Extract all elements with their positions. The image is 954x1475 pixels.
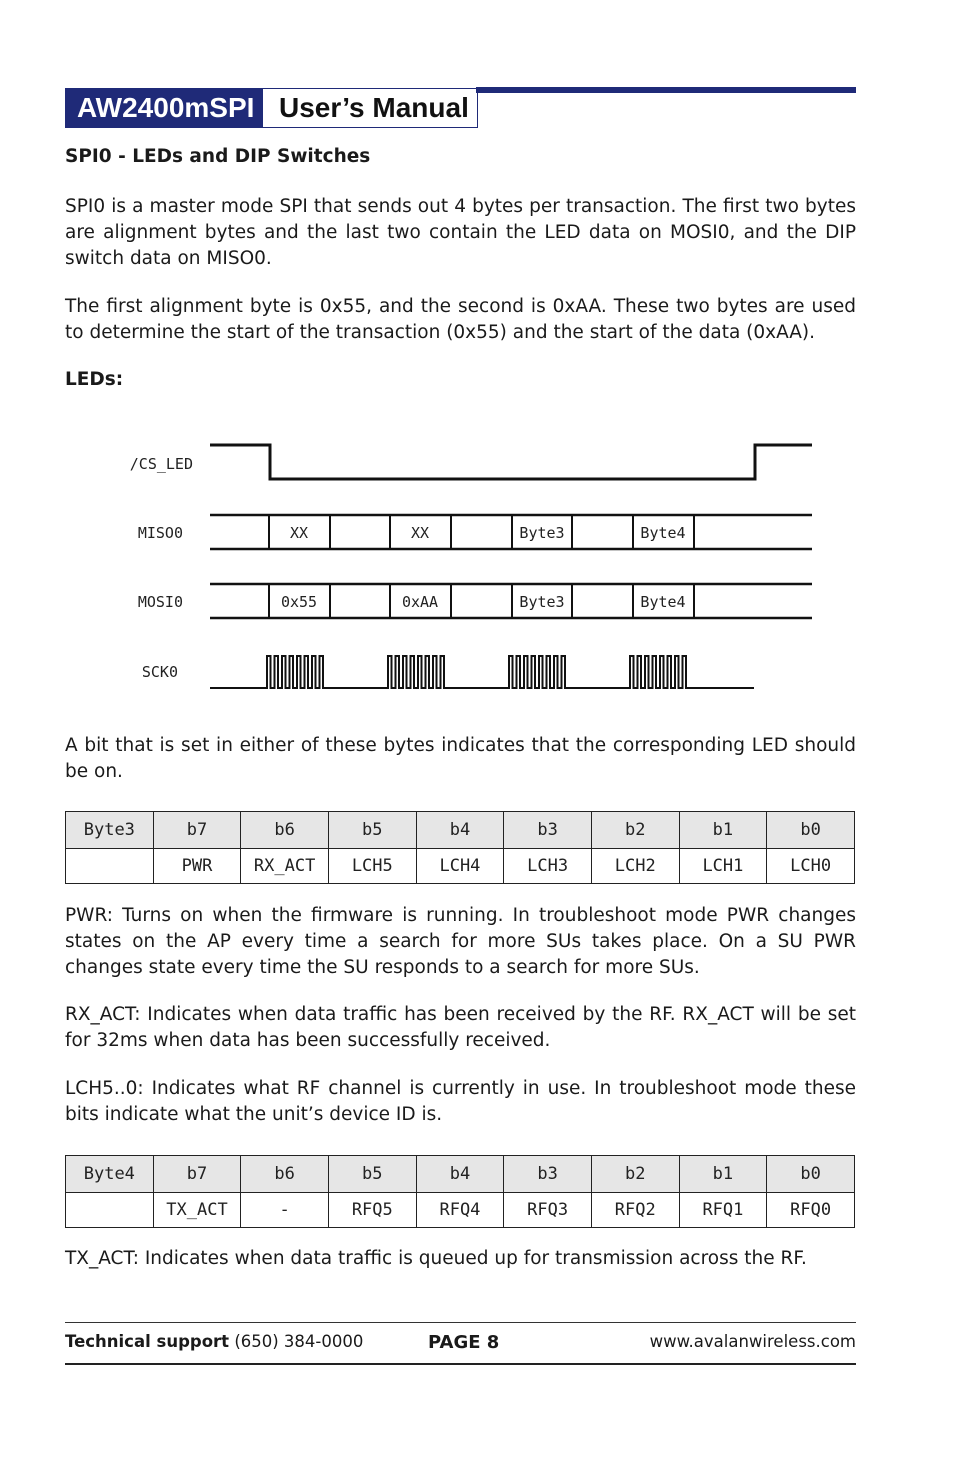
miso-field-3: Byte3 (519, 524, 565, 542)
table-cell: b5 (328, 1156, 416, 1193)
pwr-paragraph: PWR: Turns on when the firmware is running. In troubleshoot mode PWR changes states on the AP every time a search for more SUs takes place. On a SU PWR changes state every time the SU responds to a search for more SUs. (65, 905, 856, 978)
table-cell: b3 (504, 1156, 592, 1193)
signal-label-miso: MISO0 (137, 524, 183, 542)
table-cell: RFQ1 (679, 1193, 767, 1228)
table-cell: Byte4 (66, 1156, 154, 1193)
table-cell: LCH3 (504, 849, 592, 884)
cs-waveform (210, 445, 812, 479)
intro-paragraph: SPI0 is a master mode SPI that sends out 4 bytes per transaction. The first two bytes are alignment bytes and the last two contain the LED data on MOSI0, and the DIP switch data on MISO0. (65, 196, 856, 269)
page-number: PAGE 8 (428, 1332, 500, 1353)
byte3-table (65, 811, 855, 884)
miso-field-2: XX (410, 524, 430, 542)
table-cell: b7 (153, 812, 241, 849)
table-cell: RFQ5 (328, 1193, 416, 1228)
mosi-field-2: 0xAA (401, 593, 439, 611)
lch-paragraph: LCH5..0: Indicates what RF channel is currently in use. In troubleshoot mode these bits indicate what the unit’s device ID is. (65, 1078, 856, 1125)
table-cell: LCH4 (416, 849, 504, 884)
table-cell: LCH2 (591, 849, 679, 884)
mosi-field-4: Byte4 (640, 593, 686, 611)
table-cell: TX_ACT (153, 1193, 241, 1228)
byte4-table (65, 1155, 855, 1228)
mosi-field-3: Byte3 (519, 593, 565, 611)
table-row (66, 849, 855, 884)
table-cell: PWR (153, 849, 241, 884)
table-cell: b7 (153, 1156, 241, 1193)
table-cell: b6 (241, 812, 329, 849)
table-cell: LCH5 (328, 849, 416, 884)
table-cell: b5 (328, 812, 416, 849)
sck-waveform (210, 656, 754, 688)
header-rule (476, 87, 856, 93)
table-cell: b1 (679, 1156, 767, 1193)
table-cell: b6 (241, 1156, 329, 1193)
table-cell: LCH0 (767, 849, 855, 884)
table-cell (66, 849, 154, 884)
table-cell: RFQ3 (504, 1193, 592, 1228)
footer-rule-bottom (65, 1363, 856, 1365)
table-cell: RFQ4 (416, 1193, 504, 1228)
mosi-field-1: 0x55 (280, 593, 318, 611)
table-row (66, 1193, 855, 1228)
alignment-paragraph: The first alignment byte is 0x55, and the second is 0xAA. These two bytes are used to determine the start of the transaction (0x55) and the start of the data (0xAA). (65, 296, 856, 343)
section-title: SPI0 - LEDs and DIP Switches (65, 146, 371, 167)
signal-label-cs: /CS_LED (129, 455, 193, 473)
table-header-row (66, 1156, 855, 1193)
table-header-row (66, 812, 855, 849)
table-cell: b0 (767, 1156, 855, 1193)
timing-diagram (100, 430, 820, 710)
table-cell: RFQ2 (591, 1193, 679, 1228)
support-phone: (650) 384-0000 (234, 1332, 364, 1351)
leds-heading: LEDs: (65, 369, 124, 390)
signal-label-sck: SCK0 (141, 663, 178, 681)
footer-support (65, 1332, 363, 1351)
table-cell: b4 (416, 1156, 504, 1193)
website-link[interactable]: www.avalanwireless.com (649, 1332, 856, 1351)
support-label: Technical support (65, 1332, 230, 1351)
table-cell: Byte3 (66, 812, 154, 849)
bit-set-paragraph: A bit that is set in either of these bytes indicates that the corresponding LED should be on. (65, 735, 856, 782)
table-cell (66, 1193, 154, 1228)
miso-field-4: Byte4 (640, 524, 686, 542)
table-cell: - (241, 1193, 329, 1228)
signal-label-mosi: MOSI0 (137, 593, 183, 611)
rx-act-paragraph: RX_ACT: Indicates when data traffic has been received by the RF. RX_ACT will be set for 32ms when data has been successfully received. (65, 1004, 856, 1051)
tx-act-paragraph: TX_ACT: Indicates when data traffic is queued up for transmission across the RF. (65, 1248, 807, 1269)
footer-rule-top (65, 1322, 856, 1323)
table-cell: LCH1 (679, 849, 767, 884)
manual-title: User’s Manual (263, 88, 478, 128)
table-cell: b3 (504, 812, 592, 849)
table-cell: b1 (679, 812, 767, 849)
product-name: AW2400mSPI (65, 88, 263, 128)
table-cell: RX_ACT (241, 849, 329, 884)
table-cell: b0 (767, 812, 855, 849)
table-cell: b4 (416, 812, 504, 849)
miso-field-1: XX (289, 524, 309, 542)
table-cell: RFQ0 (767, 1193, 855, 1228)
table-cell: b2 (591, 812, 679, 849)
table-cell: b2 (591, 1156, 679, 1193)
